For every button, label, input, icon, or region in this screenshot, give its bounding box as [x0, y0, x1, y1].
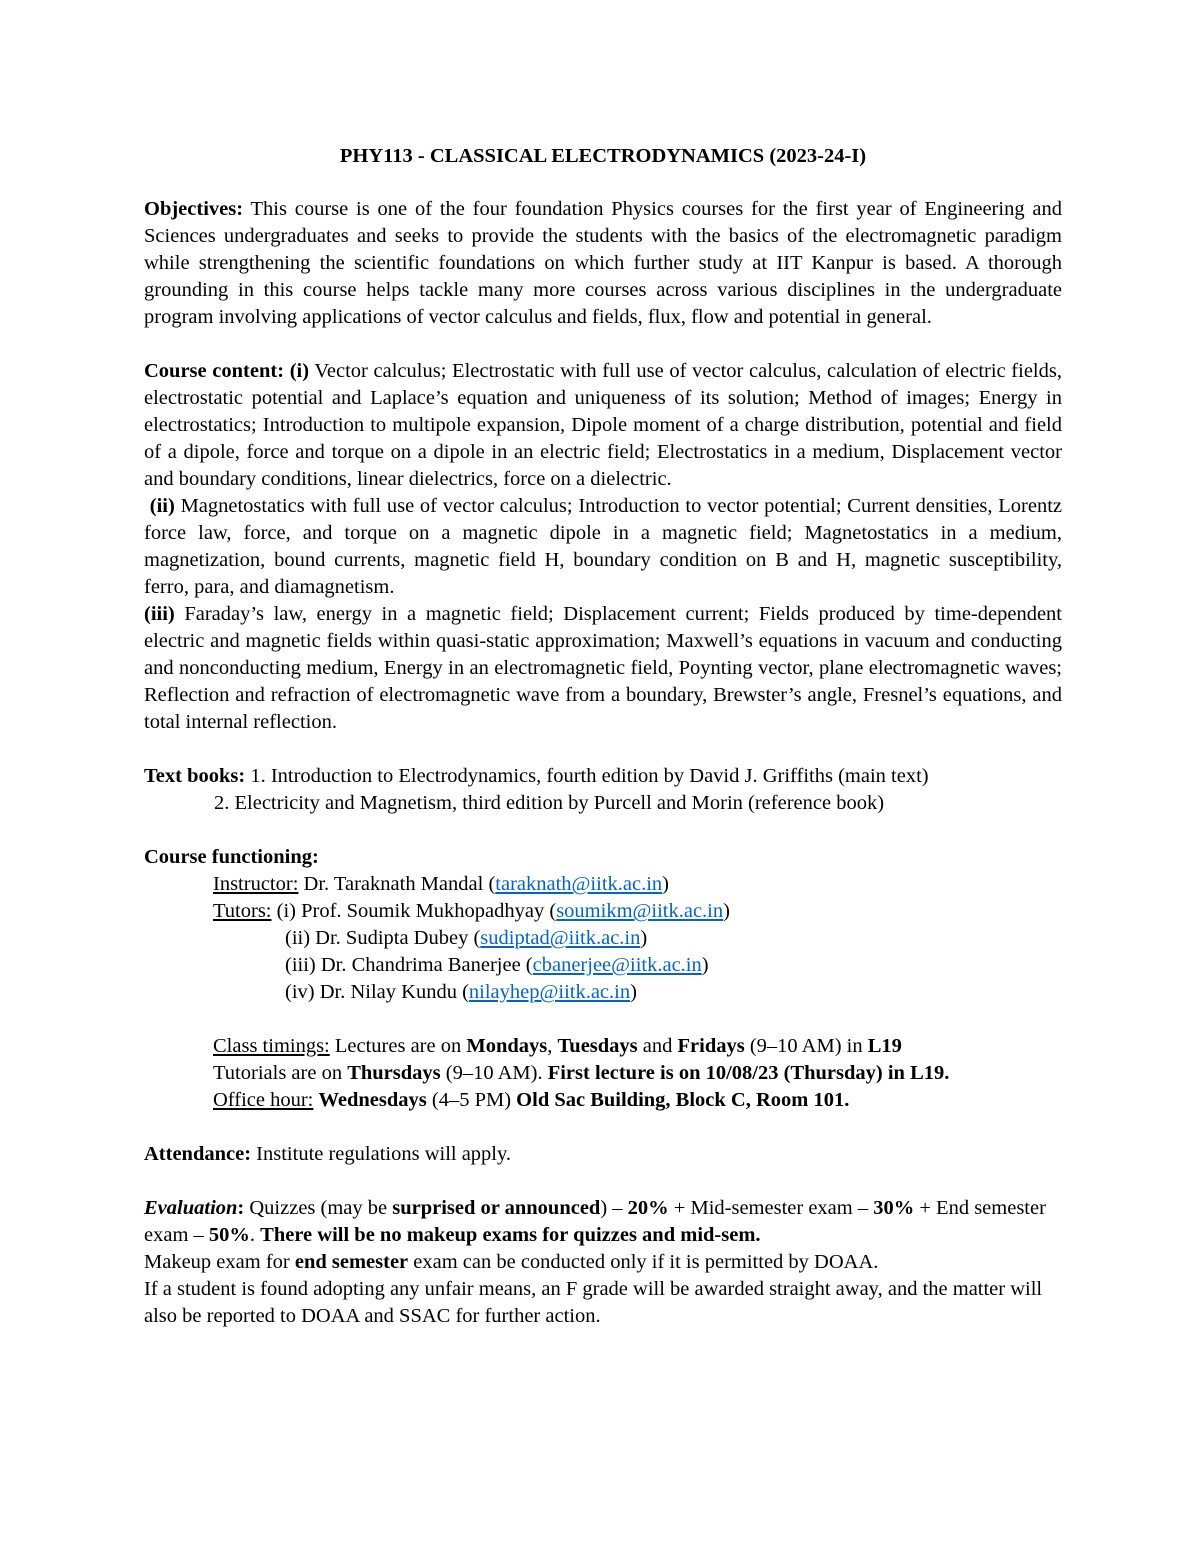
objectives-section	[144, 196, 1062, 331]
timings-time: (9–10 AM) in	[744, 1035, 868, 1057]
tutor-email-link[interactable]: soumikm@iitk.ac.in	[556, 900, 724, 922]
tutor-email-link[interactable]: sudiptad@iitk.ac.in	[480, 927, 641, 949]
page-title: PHY113 - CLASSICAL ELECTRODYNAMICS (2023-24-I)	[339, 145, 867, 167]
tutorials-line	[144, 1060, 1062, 1087]
close-paren: )	[723, 900, 730, 922]
quiz-weight: 20%	[627, 1197, 669, 1219]
evaluation-colon: :	[237, 1197, 250, 1219]
textbook-2: 2. Electricity and Magnetism, third edition by Purcell and Morin (reference book)	[214, 792, 885, 814]
tutor-line-1	[144, 898, 1062, 925]
timings-and: and	[637, 1035, 678, 1057]
first-lecture-note: First lecture is on 10/08/23 (Thursday) in L19.	[547, 1062, 950, 1084]
makeup-text: exam can be conducted only if it is permitted by DOAA.	[408, 1251, 879, 1273]
evaluation-text: Quizzes (may be	[249, 1197, 393, 1219]
tutor-line-2	[144, 925, 1062, 952]
content-iii-label: (iii)	[144, 603, 175, 625]
tutor-line-4	[144, 979, 1062, 1006]
timings-friday: Fridays	[677, 1035, 745, 1057]
textbook-1	[144, 763, 1062, 790]
content-i-text: Vector calculus; Electrostatic with full use of vector calculus, calculation of electric fields, electrostatic potential and Laplace’s equation and uniqueness of its solution; Method of images; Energy in electrostatics; Introduction to multipole expansion, Dipole moment of a charge distribution, potential and field of a dipole, force and torque on a dipole in an electric field; Electrostatics in a medium, Displacement vector and boundary conditions, linear dielectrics, force on a dielectric.	[144, 360, 1062, 490]
timings-tuesday: Tuesdays	[557, 1035, 638, 1057]
attendance-label: Attendance:	[144, 1143, 252, 1165]
endsem-weight: 50%	[208, 1224, 250, 1246]
midsem-weight: 30%	[873, 1197, 915, 1219]
makeup-line	[144, 1249, 1062, 1276]
tutor-line-3	[144, 952, 1062, 979]
content-label: Course content:	[144, 360, 285, 382]
makeup-text: Makeup exam for	[144, 1251, 295, 1273]
tutor-name: (ii) Dr. Sudipta Dubey (	[285, 927, 481, 949]
evaluation-label: Evaluation	[144, 1197, 238, 1219]
functioning-heading	[144, 844, 1062, 871]
tutor-name: (iii) Dr. Chandrima Banerjee (	[285, 954, 533, 976]
content-ii-text: Magnetostatics with full use of vector calculus; Introduction to vector potential; Current densities, Lorentz force law, force, and torque on a magnetic dipole in a magnetic field; Magnetostatics in a medium, magnetization, bound currents, magnetic field H, boundary condition on B and H, magnetic susceptibility, ferro, para, and diamagnetism.	[144, 495, 1063, 598]
timings-room: L19	[867, 1035, 902, 1057]
attendance-text: Institute regulations will apply.	[251, 1143, 512, 1165]
evaluation-text: .	[249, 1224, 261, 1246]
content-i-label: (i)	[289, 360, 310, 382]
textbook-1-text: 1. Introduction to Electrodynamics, fourth edition by David J. Griffiths (main text)	[245, 765, 929, 787]
class-timings-line	[144, 1033, 1062, 1060]
instructor-email-link[interactable]: taraknath@iitk.ac.in	[495, 873, 663, 895]
timings-monday: Mondays	[466, 1035, 548, 1057]
evaluation-text: ) –	[600, 1197, 628, 1219]
evaluation-bold: surprised or announced	[392, 1197, 601, 1219]
instructor-line	[144, 871, 1062, 898]
objectives-label: Objectives:	[144, 198, 244, 220]
makeup-bold: end semester	[294, 1251, 409, 1273]
functioning-label: Course functioning:	[144, 846, 319, 868]
evaluation-text: + End semester exam –	[144, 1197, 1046, 1246]
office-label: Office hour:	[213, 1089, 314, 1111]
tutor-name: (iv) Dr. Nilay Kundu (	[285, 981, 469, 1003]
textbooks-label: Text books:	[144, 765, 246, 787]
content-part-iii	[144, 601, 1062, 736]
content-ii-label: (ii)	[149, 495, 175, 517]
objectives-text: This course is one of the four foundation Physics courses for the first year of Engineering and Sciences undergraduates and seeks to provide the students with the basics of the electromagnetic paradigm while strengthening the scientific foundations on which further study at IIT Kanpur is based. A thorough grounding in this course helps tackle many more courses across various disciplines in the undergraduate program involving applications of vector calculus and fields, flux, flow and potential in general.	[144, 198, 1062, 328]
office-place: Old Sac Building, Block C, Room 101.	[516, 1089, 850, 1111]
tutorials-text: Tutorials are on	[213, 1062, 348, 1084]
tutor-email-link[interactable]: nilayhep@iitk.ac.in	[468, 981, 631, 1003]
office-hour-line	[144, 1087, 1062, 1114]
unfair-means-line: If a student is found adopting any unfair means, an F grade will be awarded straight away, and the matter will also be reported to DOAA and SSAC for further action.	[144, 1278, 1043, 1327]
instructor-name: Dr. Taraknath Mandal (	[298, 873, 496, 895]
office-time: (4–5 PM)	[426, 1089, 517, 1111]
tutorials-day: Thursdays	[347, 1062, 441, 1084]
tutors-label: Tutors:	[213, 900, 272, 922]
no-makeup-note: There will be no makeup exams for quizzes and mid-sem.	[260, 1224, 761, 1246]
instructor-label: Instructor:	[213, 873, 299, 895]
tutor-email-link[interactable]: cbanerjee@iitk.ac.in	[532, 954, 702, 976]
evaluation-paragraph	[144, 1195, 1062, 1249]
content-part-i	[144, 358, 1062, 493]
close-paren: )	[640, 927, 648, 949]
attendance-line	[144, 1141, 1062, 1168]
timings-comma: ,	[547, 1035, 558, 1057]
close-paren: )	[630, 981, 637, 1003]
office-day: Wednesdays	[318, 1089, 427, 1111]
close-paren: )	[662, 873, 669, 895]
close-paren: )	[701, 954, 709, 976]
timings-label: Class timings:	[213, 1035, 330, 1057]
evaluation-text: + Mid-semester exam –	[668, 1197, 874, 1219]
content-part-ii	[144, 493, 1062, 601]
tutor-name: (i) Prof. Soumik Mukhopadhyay (	[271, 900, 557, 922]
syllabus-page	[144, 143, 1062, 1330]
content-iii-text: Faraday’s law, energy in a magnetic field; Displacement current; Fields produced by time-dependent electric and magnetic fields within quasi-static approximation; Maxwell’s equations in vacuum and conducting and nonconducting medium, Energy in an electromagnetic field, Poynting vector, plane electromagnetic waves; Reflection and refraction of electromagnetic wave from a boundary, Brewster’s angle, Fresnel’s equations, and total internal reflection.	[144, 603, 1062, 733]
timings-text: Lectures are on	[329, 1035, 467, 1057]
tutorials-time: (9–10 AM).	[440, 1062, 548, 1084]
